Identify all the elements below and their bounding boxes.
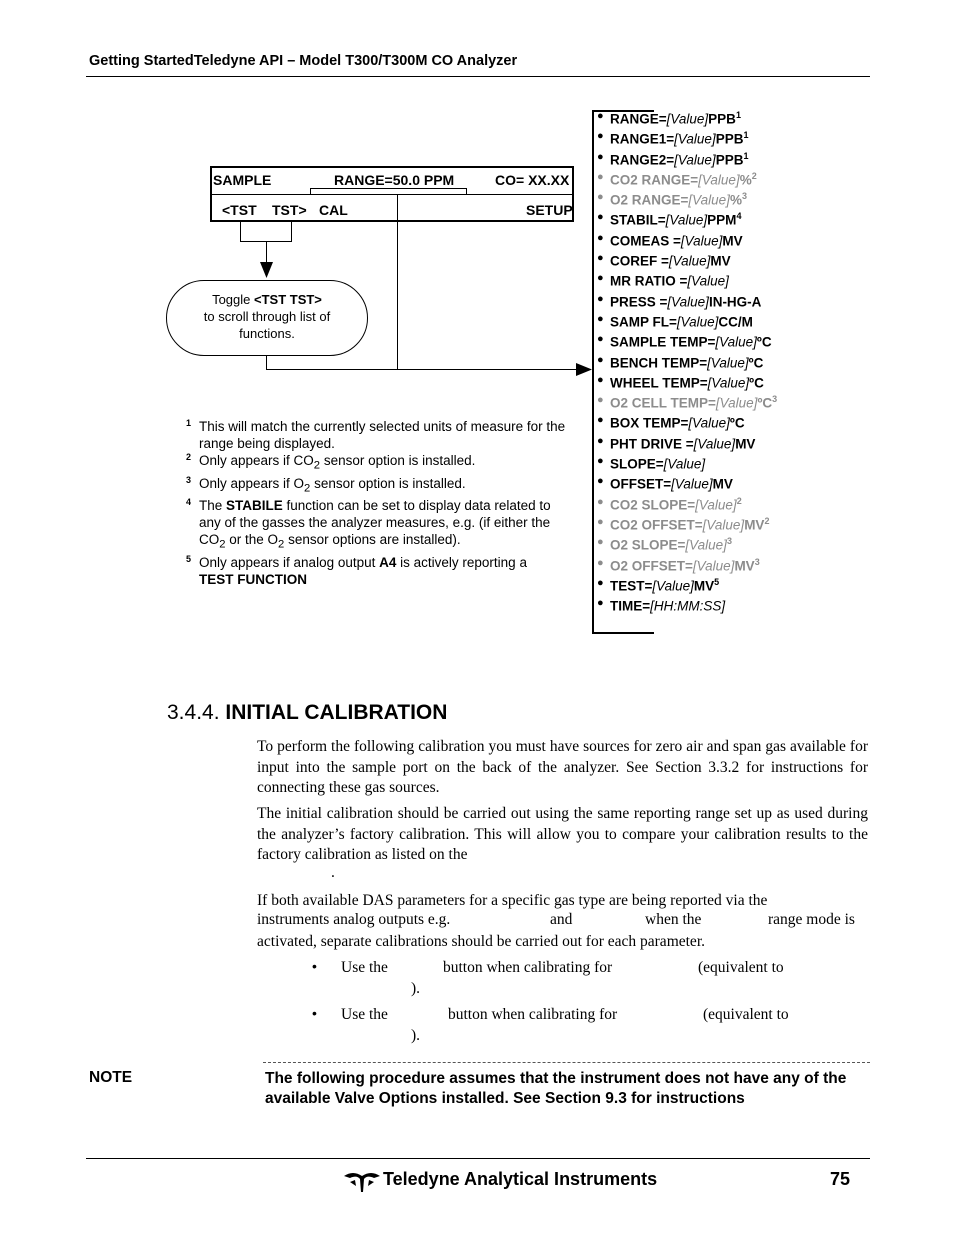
bullet1-d: ). bbox=[411, 980, 421, 997]
test-function-item bbox=[594, 557, 854, 577]
bullet2-d: ). bbox=[411, 1027, 421, 1044]
item-footnote-ref: 1 bbox=[743, 130, 749, 141]
test-function-item bbox=[594, 597, 854, 617]
item-unit: ºC bbox=[756, 334, 772, 350]
page-number: 75 bbox=[830, 1169, 851, 1189]
bullet-dot-icon: ● bbox=[597, 231, 604, 244]
item-value: [Value] bbox=[663, 456, 706, 472]
bullet2-c: (equivalent to bbox=[703, 1006, 789, 1023]
item-label: COREF = bbox=[610, 253, 669, 269]
bullet-dot-icon: ● bbox=[597, 495, 604, 508]
footnote-number: 4 bbox=[186, 497, 192, 508]
item-label: SLOPE= bbox=[610, 456, 664, 472]
bullet-dot-icon: ● bbox=[597, 252, 604, 265]
test-function-item bbox=[594, 536, 854, 556]
item-value: [Value] bbox=[702, 517, 745, 533]
footnote-text: function can be set to display data related to any of the gasses the analyzer measures, e.g. (if either the CO bbox=[199, 498, 551, 548]
footnote-bold: TEST FUNCTION bbox=[199, 572, 307, 588]
bullet-dot-icon: ● bbox=[597, 353, 604, 366]
footnote-text: This will match the currently selected units of measure for the range being displayed. bbox=[199, 419, 566, 451]
arrow-down-icon bbox=[260, 262, 273, 278]
item-value: [Value] bbox=[674, 152, 716, 168]
bullet-dot-icon: ● bbox=[597, 414, 604, 427]
page-header-title: Getting StartedTeledyne API – Model T300/T300M CO Analyzer bbox=[89, 53, 518, 69]
test-function-item bbox=[594, 333, 854, 353]
item-value: [Value] bbox=[707, 355, 749, 371]
item-footnote-ref: 1 bbox=[743, 150, 749, 161]
bullet-icon: • bbox=[312, 1005, 317, 1021]
arrow-right-icon bbox=[576, 363, 592, 376]
toggle-line2: to scroll through list of bbox=[203, 309, 331, 324]
test-function-item bbox=[594, 354, 854, 374]
footnote-number: 2 bbox=[186, 452, 192, 462]
bullet-dot-icon: ● bbox=[597, 373, 604, 386]
item-label: CO2 SLOPE= bbox=[610, 497, 696, 513]
item-value: [Value] bbox=[667, 294, 709, 310]
bullet-dot-icon: ● bbox=[597, 130, 604, 143]
item-label: STABIL= bbox=[610, 212, 666, 228]
item-value: [Value] bbox=[688, 415, 730, 431]
item-unit: CC/M bbox=[718, 314, 753, 330]
display-reading: CO= XX.XX bbox=[495, 172, 570, 188]
teledyne-logo-icon bbox=[344, 1170, 380, 1192]
footnote-text: sensor option is installed. bbox=[310, 475, 466, 491]
item-unit: MV bbox=[693, 578, 715, 594]
test-function-item bbox=[594, 577, 854, 597]
test-function-item bbox=[594, 110, 854, 130]
item-value: [Value] bbox=[685, 537, 727, 553]
item-value: [Value] bbox=[688, 192, 730, 208]
test-function-list bbox=[594, 110, 854, 617]
item-unit: PPB bbox=[715, 131, 744, 147]
item-label: SAMPLE TEMP= bbox=[610, 334, 716, 350]
connector bbox=[291, 222, 292, 242]
section-heading bbox=[167, 701, 447, 725]
test-function-item bbox=[594, 475, 854, 495]
item-footnote-ref: 2 bbox=[736, 495, 742, 506]
item-unit: IN-HG-A bbox=[708, 294, 762, 310]
item-unit: MV bbox=[722, 233, 743, 249]
test-function-item bbox=[594, 272, 854, 292]
paragraph-3-b: and bbox=[550, 911, 573, 928]
item-footnote-ref: 4 bbox=[736, 211, 742, 222]
item-value: [Value] bbox=[715, 334, 757, 350]
footnote-1 bbox=[186, 418, 566, 452]
item-value: [Value] bbox=[668, 253, 711, 269]
subscript: 2 bbox=[278, 539, 285, 552]
item-footnote-ref: 3 bbox=[754, 556, 760, 567]
item-label: BENCH TEMP= bbox=[610, 355, 708, 371]
item-label: PRESS = bbox=[610, 294, 668, 310]
item-label: CO2 OFFSET= bbox=[610, 517, 703, 533]
footnote-number: 3 bbox=[186, 474, 192, 485]
item-value: [Value] bbox=[665, 212, 708, 228]
test-function-item bbox=[594, 435, 854, 455]
item-label: O2 RANGE= bbox=[610, 192, 689, 208]
menu-bracket-bottom bbox=[592, 632, 654, 634]
bullet1-a: Use the bbox=[341, 959, 388, 976]
bullet-dot-icon: ● bbox=[597, 515, 604, 528]
item-unit: PPM bbox=[707, 212, 737, 228]
item-unit: ºC bbox=[749, 375, 764, 391]
item-footnote-ref: 2 bbox=[764, 515, 770, 526]
subscript: 2 bbox=[304, 482, 311, 495]
item-value: [Value] bbox=[692, 558, 735, 574]
connector bbox=[266, 369, 578, 370]
test-function-item bbox=[594, 516, 854, 536]
item-label: MR RATIO = bbox=[610, 273, 688, 289]
footnote-3 bbox=[186, 475, 566, 498]
item-label: RANGE2= bbox=[610, 152, 675, 168]
footnote-number: 1 bbox=[186, 418, 192, 428]
item-label: RANGE1= bbox=[610, 131, 675, 147]
test-function-item bbox=[594, 130, 854, 150]
item-label: OFFSET= bbox=[610, 476, 672, 492]
bullet-dot-icon: ● bbox=[597, 576, 604, 589]
item-value: [Value] bbox=[652, 578, 694, 594]
footnote-text: The bbox=[199, 498, 227, 514]
connector bbox=[266, 356, 267, 370]
note-label: NOTE bbox=[89, 1069, 133, 1086]
footnote-text: sensor options are installed). bbox=[284, 532, 461, 548]
display-mode: SAMPLE bbox=[213, 172, 272, 188]
bullet-dot-icon: ● bbox=[597, 272, 604, 285]
toggle-keys: <TST TST> bbox=[254, 292, 322, 307]
footer-rule bbox=[86, 1158, 870, 1159]
footnote-text: sensor option is installed. bbox=[320, 453, 476, 468]
range-underline bbox=[310, 188, 466, 189]
footnote-text: or the O bbox=[225, 532, 279, 548]
connector bbox=[397, 195, 398, 370]
item-value: [Value] bbox=[671, 476, 713, 492]
test-function-item bbox=[594, 191, 854, 211]
connector bbox=[240, 222, 241, 242]
item-unit: ºC bbox=[729, 415, 745, 431]
item-value: [Value] bbox=[695, 497, 737, 513]
item-label: O2 OFFSET= bbox=[610, 558, 693, 574]
test-function-item bbox=[594, 414, 854, 434]
item-value: [Value] bbox=[680, 233, 723, 249]
item-unit: % bbox=[739, 172, 752, 188]
bullet-dot-icon: ● bbox=[597, 394, 604, 407]
item-unit: MV bbox=[710, 253, 731, 269]
bullet-dot-icon: ● bbox=[597, 597, 604, 610]
test-function-item bbox=[594, 455, 854, 475]
toggle-prefix: Toggle bbox=[212, 292, 254, 307]
test-function-item bbox=[594, 293, 854, 313]
bullet-dot-icon: ● bbox=[597, 455, 604, 468]
bullet-dot-icon: ● bbox=[597, 475, 604, 488]
note-divider bbox=[263, 1062, 870, 1063]
item-label: RANGE= bbox=[610, 111, 667, 127]
item-unit: MV bbox=[735, 436, 756, 452]
item-label: TIME= bbox=[610, 598, 651, 614]
item-value: [Value] bbox=[666, 111, 709, 127]
item-value: [Value] bbox=[687, 273, 729, 289]
test-function-item bbox=[594, 232, 854, 252]
paragraph-3-a: instruments analog outputs e.g. bbox=[257, 911, 451, 928]
subscript: 2 bbox=[219, 539, 226, 552]
bullet-dot-icon: ● bbox=[597, 536, 604, 549]
item-value: [Value] bbox=[693, 436, 736, 452]
footnote-number: 5 bbox=[186, 554, 192, 565]
footnote-bold: STABILE bbox=[226, 498, 283, 514]
bullet1-c: (equivalent to bbox=[698, 959, 784, 976]
item-label: TEST= bbox=[610, 578, 653, 594]
test-function-item bbox=[594, 151, 854, 171]
toggle-instruction bbox=[166, 280, 368, 356]
item-label: O2 CELL TEMP= bbox=[610, 395, 716, 411]
item-value: [Value] bbox=[707, 375, 750, 391]
cal-button[interactable]: CAL bbox=[319, 202, 348, 218]
test-function-item bbox=[594, 374, 854, 394]
item-label: PHT DRIVE = bbox=[610, 436, 694, 452]
note-text: The following procedure assumes that the instrument does not have any of the available Valve Options installed. See Section 9.3 for instructions bbox=[265, 1070, 847, 1107]
header-rule bbox=[86, 76, 870, 77]
paragraph-3-line1: If both available DAS parameters for a specific gas type are being reported via the bbox=[257, 892, 768, 909]
item-value: [Value] bbox=[676, 314, 719, 330]
test-function-item bbox=[594, 252, 854, 272]
item-unit: MV bbox=[744, 517, 765, 533]
tst-next-button[interactable]: TST> bbox=[272, 202, 307, 218]
bullet-dot-icon: ● bbox=[597, 292, 604, 305]
toggle-line3: functions. bbox=[239, 326, 295, 341]
item-unit: ºC bbox=[748, 355, 764, 371]
item-footnote-ref: 1 bbox=[735, 110, 741, 120]
footer-company: Teledyne Analytical Instruments bbox=[383, 1169, 658, 1189]
paragraph-1: To perform the following calibration you must have sources for zero air and span gas available for input into the sample port on the back of the analyzer. See Section 3.3.2 for instructions for connecting these gas sources. bbox=[257, 738, 868, 796]
footnote-4 bbox=[186, 497, 566, 554]
item-footnote-ref: 3 bbox=[741, 191, 747, 202]
bullet-dot-icon: ● bbox=[597, 434, 604, 447]
item-footnote-ref: 3 bbox=[772, 394, 778, 405]
item-label: SAMP FL= bbox=[610, 314, 677, 330]
paragraph-3-d: range mode is bbox=[768, 911, 855, 928]
item-label: CO2 RANGE= bbox=[610, 172, 699, 188]
footnotes bbox=[186, 418, 566, 588]
item-label: BOX TEMP= bbox=[610, 415, 689, 431]
item-label: WHEEL TEMP= bbox=[610, 375, 708, 391]
item-unit: PPB bbox=[715, 152, 744, 168]
display-range: RANGE=50.0 PPM bbox=[334, 172, 455, 188]
bullet1-b: button when calibrating for bbox=[443, 959, 613, 976]
test-function-item bbox=[594, 171, 854, 191]
display-divider bbox=[212, 194, 574, 195]
footnote-2 bbox=[186, 452, 566, 475]
bullet-dot-icon: ● bbox=[597, 170, 604, 183]
bullet-dot-icon: ● bbox=[597, 110, 604, 122]
item-unit: MV bbox=[712, 476, 733, 492]
item-unit: MV bbox=[734, 558, 755, 574]
bullet-dot-icon: ● bbox=[597, 312, 604, 325]
item-unit: % bbox=[729, 192, 742, 208]
footnote-text: Only appears if analog output bbox=[199, 555, 380, 571]
test-function-item bbox=[594, 394, 854, 414]
paragraph-3-line3: activated, separate calibrations should be carried out for each parameter. bbox=[257, 933, 705, 950]
item-unit: PPB bbox=[708, 111, 736, 127]
footnote-text: is actively reporting a bbox=[396, 555, 527, 571]
setup-button[interactable]: SETUP bbox=[526, 202, 573, 218]
section-title: INITIAL CALIBRATION bbox=[225, 701, 448, 724]
item-value: [Value] bbox=[674, 131, 716, 147]
bullet-icon: • bbox=[312, 958, 317, 974]
item-unit: ºC bbox=[757, 395, 773, 411]
test-function-item bbox=[594, 211, 854, 231]
bullet-dot-icon: ● bbox=[597, 556, 604, 569]
item-footnote-ref: 5 bbox=[714, 576, 720, 587]
subscript: 2 bbox=[313, 459, 321, 472]
item-label: COMEAS = bbox=[610, 233, 681, 249]
bullet-dot-icon: ● bbox=[597, 333, 604, 346]
bullet2-a: Use the bbox=[341, 1006, 388, 1023]
test-function-item bbox=[594, 313, 854, 333]
footnote-bold: A4 bbox=[379, 555, 397, 571]
footnote-text: Only appears if CO bbox=[199, 453, 314, 468]
item-value: [HH:MM:SS] bbox=[650, 598, 726, 614]
bullet-dot-icon: ● bbox=[597, 211, 604, 224]
section-number: 3.4.4. bbox=[167, 701, 226, 724]
paragraph-3-c: when the bbox=[645, 911, 702, 928]
item-value: [Value] bbox=[698, 172, 740, 188]
item-label: O2 SLOPE= bbox=[610, 537, 686, 553]
bullet2-b: button when calibrating for bbox=[448, 1006, 618, 1023]
item-footnote-ref: 2 bbox=[751, 170, 757, 181]
footnote-text: Only appears if O bbox=[199, 475, 305, 491]
test-function-item bbox=[594, 496, 854, 516]
paragraph-2-end: . bbox=[331, 864, 335, 881]
footnote-5 bbox=[186, 554, 566, 588]
tst-prev-button[interactable]: <TST bbox=[222, 202, 257, 218]
bullet-dot-icon: ● bbox=[597, 191, 604, 204]
item-value: [Value] bbox=[715, 395, 758, 411]
bullet-dot-icon: ● bbox=[597, 150, 604, 163]
item-footnote-ref: 3 bbox=[726, 536, 732, 547]
paragraph-2: The initial calibration should be carried out using the same reporting range set up as used during the analyzer’s factory calibration. This will allow you to compare your calibration results to the factory calibration as listed on the bbox=[257, 805, 868, 863]
